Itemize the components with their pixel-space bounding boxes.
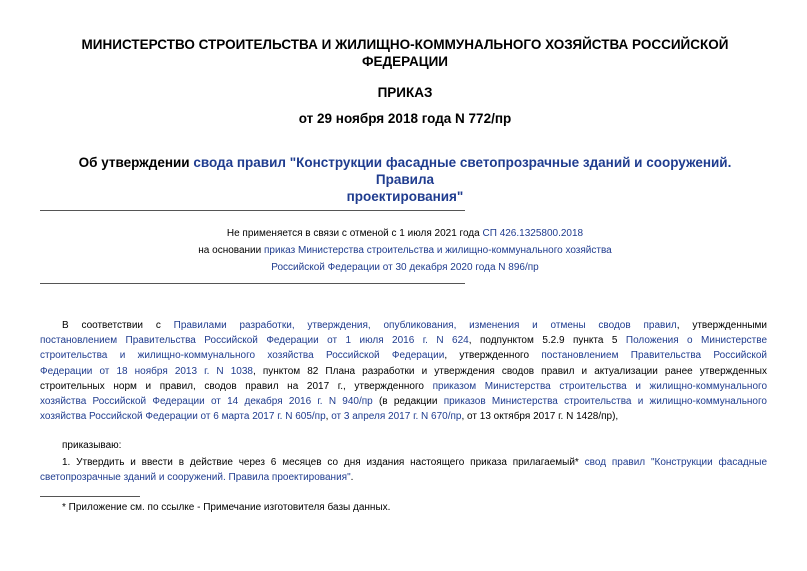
notice-text: Не применяется в связи с отменой с 1 июля 2021 года: [226, 228, 483, 239]
document-date: от 29 ноября 2018 года N 772/пр: [298, 111, 512, 126]
resolution-1038-link-cont[interactable]: Федерации от 18 ноября 2013 г. N 1038: [40, 365, 253, 377]
sp-link-cont[interactable]: светопрозрачные зданий и сооружений. Правила проектирования": [40, 472, 351, 484]
notice-order-link[interactable]: приказ Министерства строительства и жилищно-коммунального хозяйства: [264, 245, 612, 256]
preamble-paragraph: [40, 318, 767, 424]
amending-orders-link[interactable]: приказов Министерства строительства и жилищно-коммунального: [443, 396, 767, 408]
sp-link[interactable]: свод правил "Конструкции фасадные: [584, 457, 768, 468]
document-title: [60, 154, 750, 205]
decree-word: приказываю:: [62, 440, 122, 451]
ministry-line-2: ФЕДЕРАЦИИ: [362, 54, 448, 69]
footnote: * Приложение см. по ссылке - Примечание изготовителя базы данных.: [62, 502, 391, 513]
preamble-line: хозяйства Российской Федерации от 14 декабря 2016 г. N 940/пр (в редакции приказов Министерства строительства и жилищно-коммунального: [40, 396, 767, 408]
rules-link[interactable]: Правилами разработки, утверждения, опубликования, изменения и отмены сводов правил: [173, 320, 677, 331]
item-1-line: светопрозрачные зданий и сооружений. Правила проектирования".: [40, 472, 354, 484]
preamble-line: Федерации от 18 ноября 2013 г. N 1038, пунктом 82 Плана разработки и утверждения сводов правил и актуализации ранее утвержденных: [40, 365, 767, 377]
preamble-line: хозяйства Российской Федерации от 6 марта 2017 г. N 605/пр, от 3 апреля 2017 г. N 670/пр, от 13 октября 2017 г. N 1428/пр),: [40, 411, 619, 423]
ministry-title: [60, 36, 750, 70]
item-1-line: 1. Утвердить и ввести в действие через 6 месяцев со дня издания настоящего приказа прилагаемый* свод правил "Конструкции фасадные: [62, 457, 768, 468]
regulation-link[interactable]: Положения о Министерстве: [625, 335, 768, 347]
order-605-link[interactable]: хозяйства Российской Федерации от 6 марта 2017 г. N 605/пр: [40, 411, 326, 423]
document-type: ПРИКАЗ: [377, 85, 433, 100]
preamble-line: строительства и жилищно-коммунального хозяйства Российской Федерации, утвержденного постановлением Правительства Российской: [40, 350, 768, 362]
preamble-line: В соответствии с Правилами разработки, утверждения, опубликования, изменения и отмены сводов правил, утвержденными: [62, 320, 768, 331]
footnote-divider: [40, 496, 140, 497]
regulation-link-cont[interactable]: строительства и жилищно-коммунального хозяйства Российской Федерации: [40, 350, 445, 362]
notice-basis: на основании: [198, 245, 265, 256]
order-940-link[interactable]: приказом Министерства строительства и жилищно-коммунального: [432, 380, 768, 392]
order-670-link[interactable]: от 3 апреля 2017 г. N 670/пр: [331, 411, 462, 423]
ministry-line-1: МИНИСТЕРСТВО СТРОИТЕЛЬСТВА И ЖИЛИЩНО-КОММУНАЛЬНОГО ХОЗЯЙСТВА РОССИЙСКОЙ: [81, 37, 729, 52]
preamble-line: постановлением Правительства Российской Федерации от 1 июля 2016 г. N 624, подпунктом 5.2.9 пункта 5 Положения о Министерстве: [40, 335, 768, 347]
title-prefix: Об утверждении: [78, 155, 194, 170]
preamble-line: строительных норм и правил, сводов правил на 2017 г., утвержденного приказом Министерства строительства и жилищно-коммунального: [40, 380, 768, 392]
divider-bottom: [40, 283, 465, 284]
resolution-624-link[interactable]: постановлением Правительства Российской Федерации от 1 июля 2016 г. N 624: [40, 335, 469, 347]
resolution-1038-link[interactable]: постановлением Правительства Российской: [541, 350, 768, 362]
notice-order-link-cont[interactable]: Российской Федерации от 30 декабря 2020 года N 896/пр: [271, 262, 539, 273]
divider-top: [40, 210, 465, 211]
item-1-paragraph: [40, 455, 767, 485]
title-link[interactable]: свода правил "Конструкции фасадные светопрозрачные зданий и сооружений. Правила: [193, 155, 732, 187]
notice-sp-link[interactable]: СП 426.1325800.2018: [482, 228, 584, 239]
notice-block: [40, 225, 770, 276]
order-940-link-cont[interactable]: хозяйства Российской Федерации от 14 декабря 2016 г. N 940/пр: [40, 396, 373, 408]
title-link-cont[interactable]: проектирования": [346, 189, 464, 204]
